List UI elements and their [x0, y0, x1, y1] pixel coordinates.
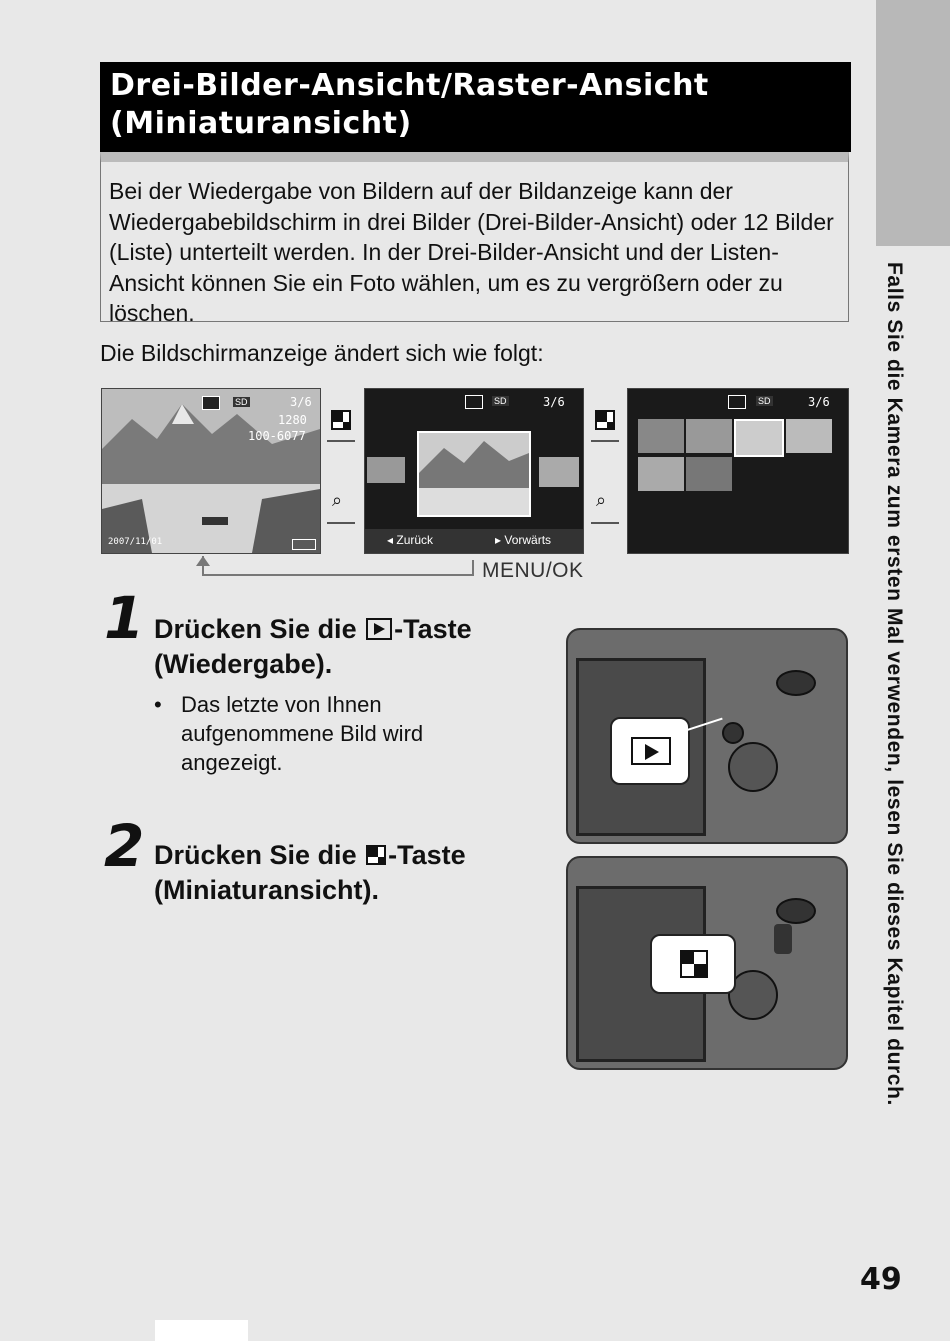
play-button-callout [610, 717, 690, 785]
magnifier-icon: ⌕ [332, 490, 343, 510]
play-mode-icon [465, 395, 483, 409]
next-thumbnail [539, 457, 579, 487]
section-title-line1: Drei-Bilder-Ansicht/Raster-Ansicht [110, 68, 709, 103]
three-image-view-screen [364, 388, 584, 554]
step-heading: Drücken Sie die -Taste (Wiedergabe). [154, 614, 472, 679]
grid-view-screen [627, 388, 849, 554]
date-stamp: 2007/11/01 [108, 537, 163, 547]
step-number: 2 [104, 812, 145, 880]
mode-dial [776, 670, 816, 696]
camera-illustration [566, 628, 848, 844]
play-button [722, 722, 744, 744]
arrow-up-icon [196, 556, 210, 566]
grid-thumbnail [786, 419, 832, 453]
image-size: 1280 [278, 413, 307, 427]
frame-counter: 3/6 [290, 395, 312, 409]
single-view-screen [101, 388, 321, 554]
direction-pad [728, 742, 778, 792]
step-number: 1 [104, 584, 145, 652]
file-number: 100-6077 [248, 429, 306, 443]
thumbnail-button-callout [650, 934, 736, 994]
section-title [100, 62, 851, 152]
page-number: 49 [860, 1262, 902, 1297]
footer-marker [155, 1320, 248, 1341]
return-line [202, 574, 474, 576]
chapter-side-label: Falls Sie die Kamera zum ersten Mal verwenden, lesen Sie dieses Kapitel durch. [883, 262, 906, 1106]
intro-box [100, 152, 849, 326]
arrow-right-icon [591, 440, 619, 442]
thumbnail-icon [680, 950, 708, 978]
menu-ok-label: MENU/OK [482, 559, 584, 582]
lead-text: Die Bildschirmanzeige ändert sich wie folgt: [100, 340, 544, 366]
play-mode-icon [728, 395, 746, 409]
play-icon [366, 618, 392, 640]
arrow-left-icon [327, 522, 355, 524]
back-label: ◂ Zurück [387, 533, 434, 547]
thumbnail-icon [366, 845, 386, 865]
bullet-dot: • [154, 692, 162, 717]
play-mode-icon [202, 396, 220, 410]
step-bullet-text: Das letzte von Ihnen aufgenommene Bild wird angezeigt. [181, 692, 424, 775]
thumbnail-icon [329, 410, 353, 434]
frame-counter: 3/6 [808, 395, 830, 409]
prev-thumbnail [367, 457, 405, 483]
thumbnail-icon [593, 410, 617, 434]
grid-thumbnail-selected [734, 419, 784, 457]
magnifier-icon: ⌕ [596, 490, 607, 510]
mode-dial [776, 898, 816, 924]
sd-card-icon: SD [494, 396, 507, 406]
play-icon [631, 737, 671, 765]
grid-thumbnail [686, 419, 732, 453]
arrow-right-icon [327, 440, 355, 442]
return-line [472, 560, 474, 576]
forward-label: ▸ Vorwärts [495, 533, 552, 547]
frame-counter: 3/6 [543, 395, 565, 409]
section-title-line2: (Miniaturansicht) [110, 106, 412, 141]
grid-thumbnail [638, 457, 684, 491]
sd-card-icon: SD [758, 396, 771, 406]
thumbnail-button [774, 924, 792, 954]
grid-thumbnail [638, 419, 684, 453]
arrow-left-icon [591, 522, 619, 524]
chapter-tab [876, 0, 950, 246]
grid-thumbnail [686, 457, 732, 491]
intro-text: Bei der Wiedergabe von Bildern auf der Bildanzeige kann der Wiedergabebildschirm in drei Bilder (Drei-Bilder-Ansicht) oder 12 Bilder (Liste) unterteilt werden. In der Drei-Bilder-Ansicht und der Listen-Ansicht können Sie ein Foto wählen, um es zu vergrößern oder zu löschen. [109, 178, 834, 326]
battery-icon [292, 539, 316, 550]
current-thumbnail [417, 431, 531, 517]
sd-card-icon: SD [235, 397, 248, 407]
step-heading: Drücken Sie die -Taste (Miniaturansicht). [154, 840, 466, 905]
